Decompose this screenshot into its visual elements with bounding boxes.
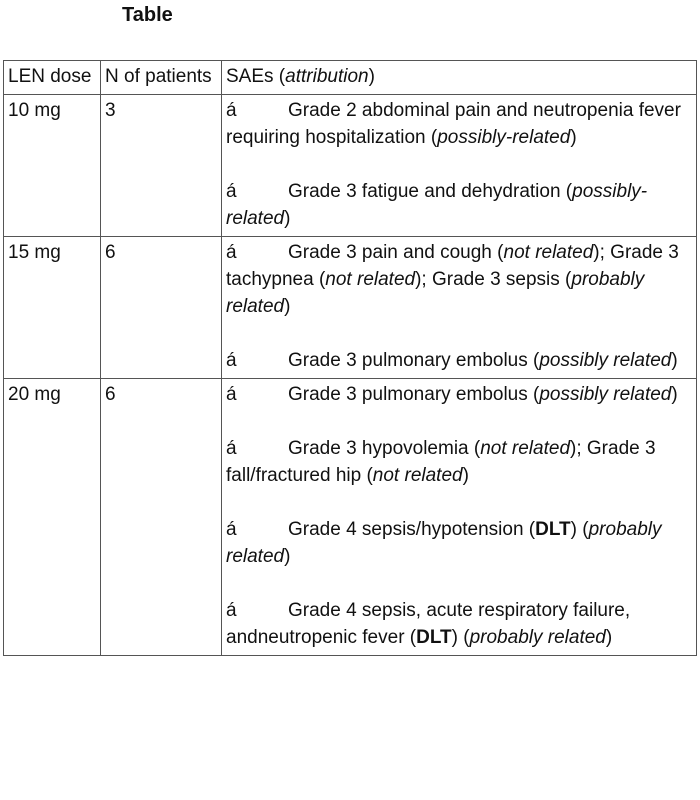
attribution-text: not related [325, 269, 416, 290]
cell-len-dose: 20 mg [4, 379, 101, 656]
cell-saes [222, 95, 697, 237]
event-text: ) [284, 208, 291, 229]
table-title: Table [122, 4, 173, 26]
cell-saes [222, 379, 697, 656]
cell-len-dose: 10 mg [4, 95, 101, 237]
bullet-glyph: á [226, 600, 237, 621]
bullet-glyph: á [226, 100, 237, 121]
header-saes-label: SAEs [226, 66, 274, 87]
attribution-text: not related [480, 438, 571, 459]
cell-n-patients: 6 [101, 237, 222, 379]
event-text: ) [462, 465, 469, 486]
cell-len-dose: 15 mg [4, 237, 101, 379]
event-text: Grade 4 sepsis, acute respiratory failure, andneutropenic fever ( [226, 600, 631, 648]
sae-table [3, 60, 697, 656]
sae-event [226, 381, 692, 408]
sae-event [226, 347, 692, 374]
sae-event [226, 178, 692, 232]
attribution-text: not related [372, 465, 463, 486]
header-saes-attribution: attribution [285, 66, 369, 87]
attribution-text: not related [503, 242, 594, 263]
event-text: Grade 3 pain and cough ( [288, 242, 504, 263]
attribution-text: possibly-related [437, 127, 571, 148]
table-body [4, 95, 697, 656]
event-text: Grade 2 abdominal pain and neutropenia fever requiring hospitalization ( [226, 100, 681, 148]
event-text: ) ( [570, 519, 589, 540]
attribution-text: possibly related [539, 384, 672, 405]
attribution-text: probably related [469, 627, 606, 648]
event-text: ); Grade 3 fall/fractured hip ( [226, 438, 656, 486]
event-text: Grade 3 pulmonary embolus ( [288, 384, 540, 405]
event-text: ); Grade 3 sepsis ( [415, 269, 572, 290]
cell-n-patients: 6 [101, 379, 222, 656]
bullet-glyph: á [226, 181, 237, 202]
event-text: ) [605, 627, 613, 648]
table-row [4, 95, 697, 237]
dlt-label: DLT [416, 627, 452, 648]
table-row [4, 379, 697, 656]
event-text: Grade 4 sepsis/hypotension ( [288, 519, 536, 540]
event-text: ); Grade 3 tachypnea ( [226, 242, 679, 290]
event-text: Grade 3 fatigue and dehydration ( [288, 181, 573, 202]
event-text: ) [284, 546, 291, 567]
attribution-text: probably related [226, 269, 645, 317]
header-saes: SAEs (attribution) [222, 61, 697, 95]
sae-event [226, 516, 692, 570]
attribution-text: possibly related [539, 350, 672, 371]
cell-n-patients: 3 [101, 95, 222, 237]
bullet-glyph: á [226, 519, 237, 540]
bullet-glyph: á [226, 438, 237, 459]
sae-event [226, 97, 692, 151]
cell-saes [222, 237, 697, 379]
sae-event [226, 435, 692, 489]
header-n-patients: N of patients [101, 61, 222, 95]
attribution-text: probably related [226, 519, 662, 567]
sae-event [226, 239, 692, 320]
event-text: Grade 3 hypovolemia ( [288, 438, 481, 459]
attribution-text: possibly-related [226, 181, 648, 229]
header-len-dose: LEN dose [4, 61, 101, 95]
event-text: ) [671, 350, 678, 371]
dlt-label: DLT [535, 519, 571, 540]
bullet-glyph: á [226, 242, 237, 263]
bullet-glyph: á [226, 350, 237, 371]
event-text: ) [570, 127, 577, 148]
table-header-row [4, 61, 697, 95]
table-row [4, 237, 697, 379]
event-text: ) ( [451, 627, 470, 648]
sae-event [226, 597, 692, 651]
event-text: ) [284, 296, 291, 317]
event-text: Grade 3 pulmonary embolus ( [288, 350, 540, 371]
event-text: ) [671, 384, 678, 405]
bullet-glyph: á [226, 384, 237, 405]
